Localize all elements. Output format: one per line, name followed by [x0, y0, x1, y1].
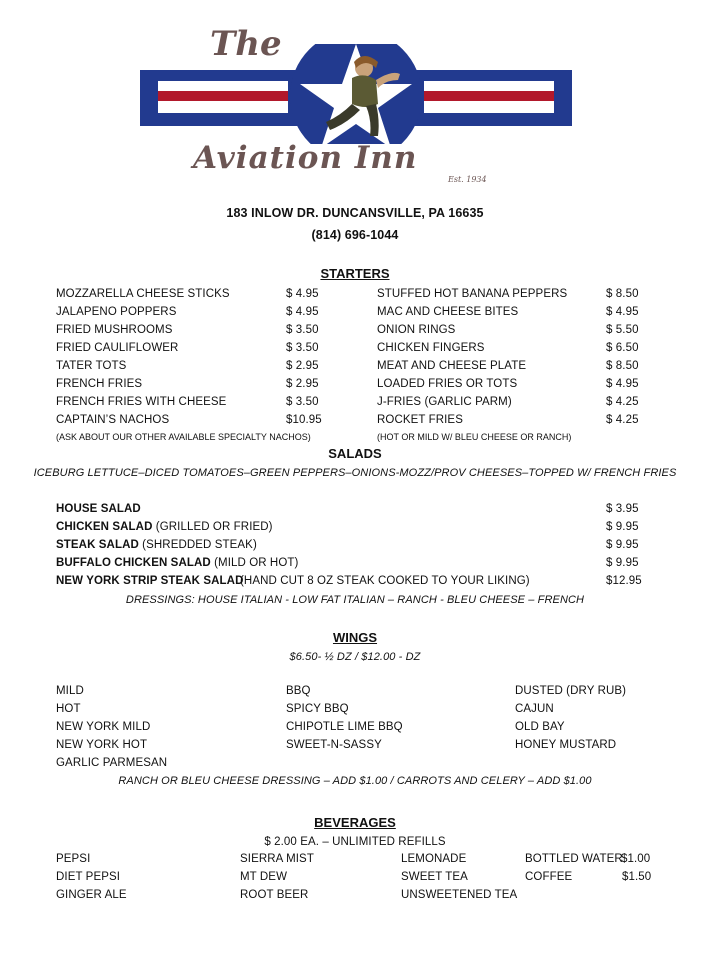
list-item: JALAPENO POPPERS: [56, 306, 177, 318]
steak-detail: (HAND CUT 8 OZ STEAK COOKED TO YOUR LIKING): [240, 575, 530, 587]
item-price: $ 3.50: [286, 324, 319, 336]
list-item: LEMONADE: [401, 853, 467, 865]
dressings-note: DRESSINGS: HOUSE ITALIAN - LOW FAT ITALIAN – RANCH - BLEU CHEESE – FRENCH: [125, 594, 585, 606]
item-price: $ 4.95: [286, 288, 319, 300]
list-item: CHICKEN SALAD (GRILLED OR FRIED): [56, 521, 273, 533]
rocket-fries-note: (HOT OR MILD W/ BLEU CHEESE OR RANCH): [377, 432, 572, 442]
list-item: SIERRA MIST: [240, 853, 314, 865]
item-price: $ 2.95: [286, 360, 319, 372]
item-price: $ 8.50: [606, 288, 639, 300]
item-price: $ 9.95: [606, 521, 639, 533]
list-item: OLD BAY: [515, 721, 565, 733]
list-item: SPICY BBQ: [286, 703, 349, 715]
item-price: $ 8.50: [606, 360, 639, 372]
list-item: J-FRIES (GARLIC PARM): [377, 396, 512, 408]
list-item: FRENCH FRIES WITH CHEESE: [56, 396, 227, 408]
list-item: DIET PEPSI: [56, 871, 121, 883]
item-price: $ 4.95: [606, 378, 639, 390]
beverages-heading: BEVERAGES: [314, 815, 396, 830]
list-item: MT DEW: [240, 871, 288, 883]
item-price: $ 3.95: [606, 503, 639, 515]
salads-description: ICEBURG LETTUCE–DICED TOMATOES–GREEN PEPPERS–ONIONS-MOZZ/PROV CHEESES–TOPPED W/ FRENCH FRIES: [33, 467, 677, 479]
list-item: STEAK SALAD (SHREDDED STEAK): [56, 539, 257, 551]
list-item: BOTTLED WATER: [525, 853, 623, 865]
list-item: ONION RINGS: [377, 324, 456, 336]
item-price: $ 3.50: [286, 342, 319, 354]
list-item: SWEET TEA: [401, 871, 468, 883]
list-item: CAPTAIN’S NACHOS: [56, 414, 170, 426]
item-price: $ 3.50: [286, 396, 319, 408]
list-item: LOADED FRIES OR TOTS: [377, 378, 518, 390]
list-item: FRIED MUSHROOMS: [56, 324, 173, 336]
phone-number: (814) 696-1044: [311, 228, 399, 242]
list-item: COFFEE: [525, 871, 573, 883]
list-item: UNSWEETENED TEA: [401, 889, 518, 901]
list-item: TATER TOTS: [56, 360, 127, 372]
list-item: PEPSI: [56, 853, 91, 865]
list-item: GINGER ALE: [56, 889, 127, 901]
item-price: $ 5.50: [606, 324, 639, 336]
list-item: HOUSE SALAD: [56, 503, 141, 515]
list-item: GARLIC PARMESAN: [56, 757, 168, 769]
list-item: BUFFALO CHICKEN SALAD (MILD OR HOT): [56, 557, 299, 569]
list-item: STUFFED HOT BANANA PEPPERS: [377, 288, 568, 300]
item-price: $ 4.95: [606, 306, 639, 318]
list-item: CAJUN: [515, 703, 554, 715]
item-price: $ 9.95: [606, 557, 639, 569]
item-price: $1.50: [622, 871, 652, 883]
list-item: CHICKEN FINGERS: [377, 342, 485, 354]
list-item: MEAT AND CHEESE PLATE: [377, 360, 527, 372]
list-item: DUSTED (DRY RUB): [515, 685, 627, 697]
list-item: NEW YORK HOT: [56, 739, 148, 751]
list-item: MAC AND CHEESE BITES: [377, 306, 519, 318]
wings-heading: WINGS: [332, 630, 378, 645]
list-item: CHIPOTLE LIME BBQ: [286, 721, 403, 733]
logo-emblem: [140, 44, 572, 144]
item-price: $ 6.50: [606, 342, 639, 354]
salads-heading: SALADS: [328, 446, 382, 461]
item-price: $ 4.25: [606, 396, 639, 408]
item-price: $ 4.25: [606, 414, 639, 426]
list-item: MOZZARELLA CHEESE STICKS: [56, 288, 230, 300]
wings-addons-note: RANCH OR BLEU CHEESE DRESSING – ADD $1.00 / CARROTS AND CELERY – ADD $1.00: [118, 775, 592, 787]
logo-established: Est. 1934: [448, 175, 487, 184]
logo-the-text: The: [210, 24, 282, 64]
item-price: $ 4.95: [286, 306, 319, 318]
list-item: FRIED CAULIFLOWER: [56, 342, 179, 354]
starters-heading: STARTERS: [320, 266, 390, 281]
item-price: $ 9.95: [606, 539, 639, 551]
list-item: HONEY MUSTARD: [515, 739, 617, 751]
item-price: $ 2.95: [286, 378, 319, 390]
beverages-price: $ 2.00 EA. – UNLIMITED REFILLS: [264, 836, 446, 848]
wings-price: $6.50- ½ DZ / $12.00 - DZ: [289, 651, 421, 663]
list-item: BBQ: [286, 685, 311, 697]
list-item: NEW YORK MILD: [56, 721, 151, 733]
item-price: $10.95: [286, 414, 322, 426]
list-item: HOT: [56, 703, 81, 715]
item-price: $12.95: [606, 575, 642, 587]
list-item: ROCKET FRIES: [377, 414, 463, 426]
address: 183 INLOW DR. DUNCANSVILLE, PA 16635: [226, 206, 484, 220]
item-price: $1.00: [621, 853, 651, 865]
nachos-note: (ASK ABOUT OUR OTHER AVAILABLE SPECIALTY NACHOS): [56, 432, 311, 442]
list-item: SWEET-N-SASSY: [286, 739, 382, 751]
list-item: ROOT BEER: [240, 889, 309, 901]
list-item: MILD: [56, 685, 84, 697]
list-item: FRENCH FRIES: [56, 378, 143, 390]
list-item: NEW YORK STRIP STEAK SALAD: [56, 575, 244, 587]
logo-name-text: Aviation Inn: [193, 140, 418, 176]
